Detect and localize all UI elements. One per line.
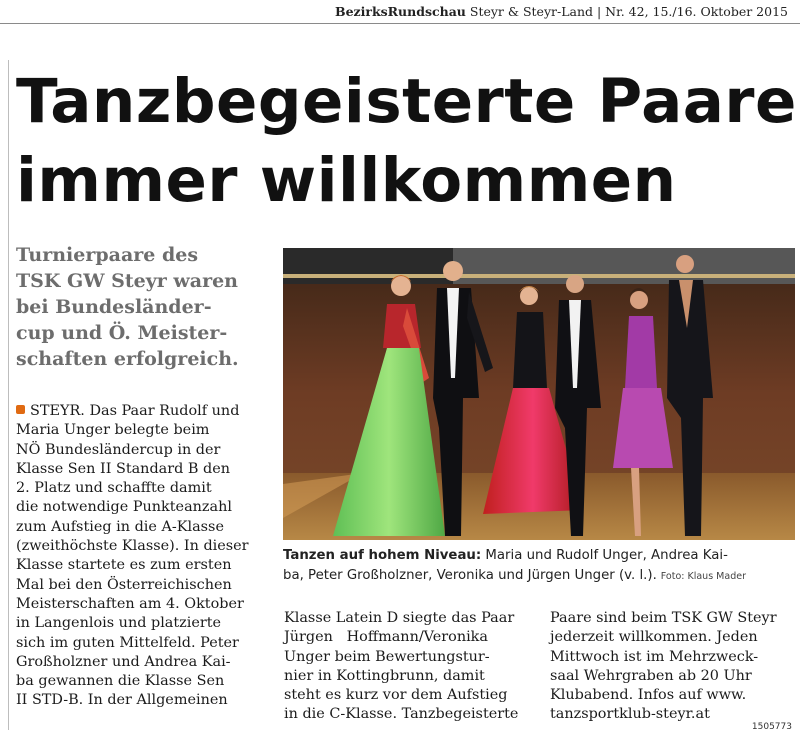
caption-lead: Tanzen auf hohem Niveau:: [283, 548, 482, 563]
publication-name: BezirksRundschau: [335, 4, 466, 19]
body-line: (zweithöchste Klasse). In dieser: [16, 538, 249, 555]
body-line: Meisterschaften am 4. Oktober: [16, 595, 244, 612]
caption-line-2: ba, Peter Großholzner, Veronika und Jürgen Unger (v. l.). Foto: Klaus Mader: [283, 568, 746, 583]
body-line: Mittwoch ist im Mehrzweck-: [550, 648, 759, 665]
body-column-1: [16, 402, 272, 711]
body-line: ba gewannen die Klasse Sen: [16, 673, 225, 690]
masthead: [335, 4, 788, 19]
body-line: Klasse Latein D siegte das Paar: [284, 610, 515, 626]
body-line: Klubabend. Infos auf www.: [550, 687, 747, 704]
body-line: in Langenlois und platzierte: [16, 615, 222, 632]
body-line: Jürgen Hoffmann/Veronika: [284, 629, 488, 646]
body-column-3: [550, 609, 790, 725]
teaser-line: TSK GW Steyr waren: [16, 270, 238, 292]
body-line: jederzeit willkommen. Jeden: [550, 629, 758, 646]
body-line: die notwendige Punkteanzahl: [16, 499, 232, 516]
body-line: Maria Unger belegte beim: [16, 422, 210, 439]
headline-line-1: Tanzbegeisterte Paare: [16, 66, 797, 137]
body-line: NÖ Bundesländercup in der: [16, 441, 221, 458]
body-line: Großholzner und Andrea Kai-: [16, 653, 231, 670]
body-line: Klasse startete es zum ersten: [16, 557, 232, 574]
bullet-icon: [16, 405, 25, 414]
teaser-line: Turnierpaare des: [16, 244, 199, 266]
teaser-line: schaften erfolgreich.: [16, 348, 239, 370]
body-line: nier in Kottingbrunn, damit: [284, 667, 485, 684]
website-link[interactable]: tanzsportklub-steyr.at: [550, 706, 710, 723]
headline-line-2: immer willkommen: [16, 145, 677, 216]
body-line: sich im guten Mittelfeld. Peter: [16, 634, 239, 651]
headline: [16, 62, 796, 220]
body-line: II STD-B. In der Allgemeinen: [16, 692, 228, 709]
body-line: steht es kurz vor dem Aufstieg: [284, 687, 508, 704]
caption-line-1: Tanzen auf hohem Niveau: Maria und Rudolf Unger, Andrea Kai-: [283, 548, 728, 563]
left-rule: [8, 60, 9, 730]
body-line: Paare sind beim TSK GW Steyr: [550, 610, 777, 626]
photo-credit: Foto: Klaus Mader: [660, 571, 746, 582]
body-column-2: [284, 609, 532, 725]
body-line: Klasse Sen II Standard B den: [16, 460, 231, 477]
photo-caption: [283, 546, 795, 587]
top-rule: [0, 23, 800, 24]
body-line: saal Wehrgraben ab 20 Uhr: [550, 667, 752, 684]
body-line: Unger beim Bewertungstur-: [284, 648, 490, 665]
body-line: Mal bei den Österreichischen: [16, 576, 232, 593]
dance-couples-photo: [283, 248, 795, 540]
body-line: zum Aufstieg in die A-Klasse: [16, 518, 224, 535]
issue-info: Steyr & Steyr-Land | Nr. 42, 15./16. Oktober 2015: [465, 4, 788, 19]
teaser-line: bei Bundesländer-: [16, 296, 212, 318]
teaser: [16, 242, 270, 372]
body-line: in die C-Klasse. Tanzbegeisterte: [284, 706, 519, 723]
teaser-line: cup und Ö. Meister-: [16, 322, 228, 344]
article-code: 1505773: [751, 722, 792, 732]
body-line: STEYR. Das Paar Rudolf und: [16, 402, 272, 421]
body-line: 2. Platz und schaffte damit: [16, 480, 212, 497]
